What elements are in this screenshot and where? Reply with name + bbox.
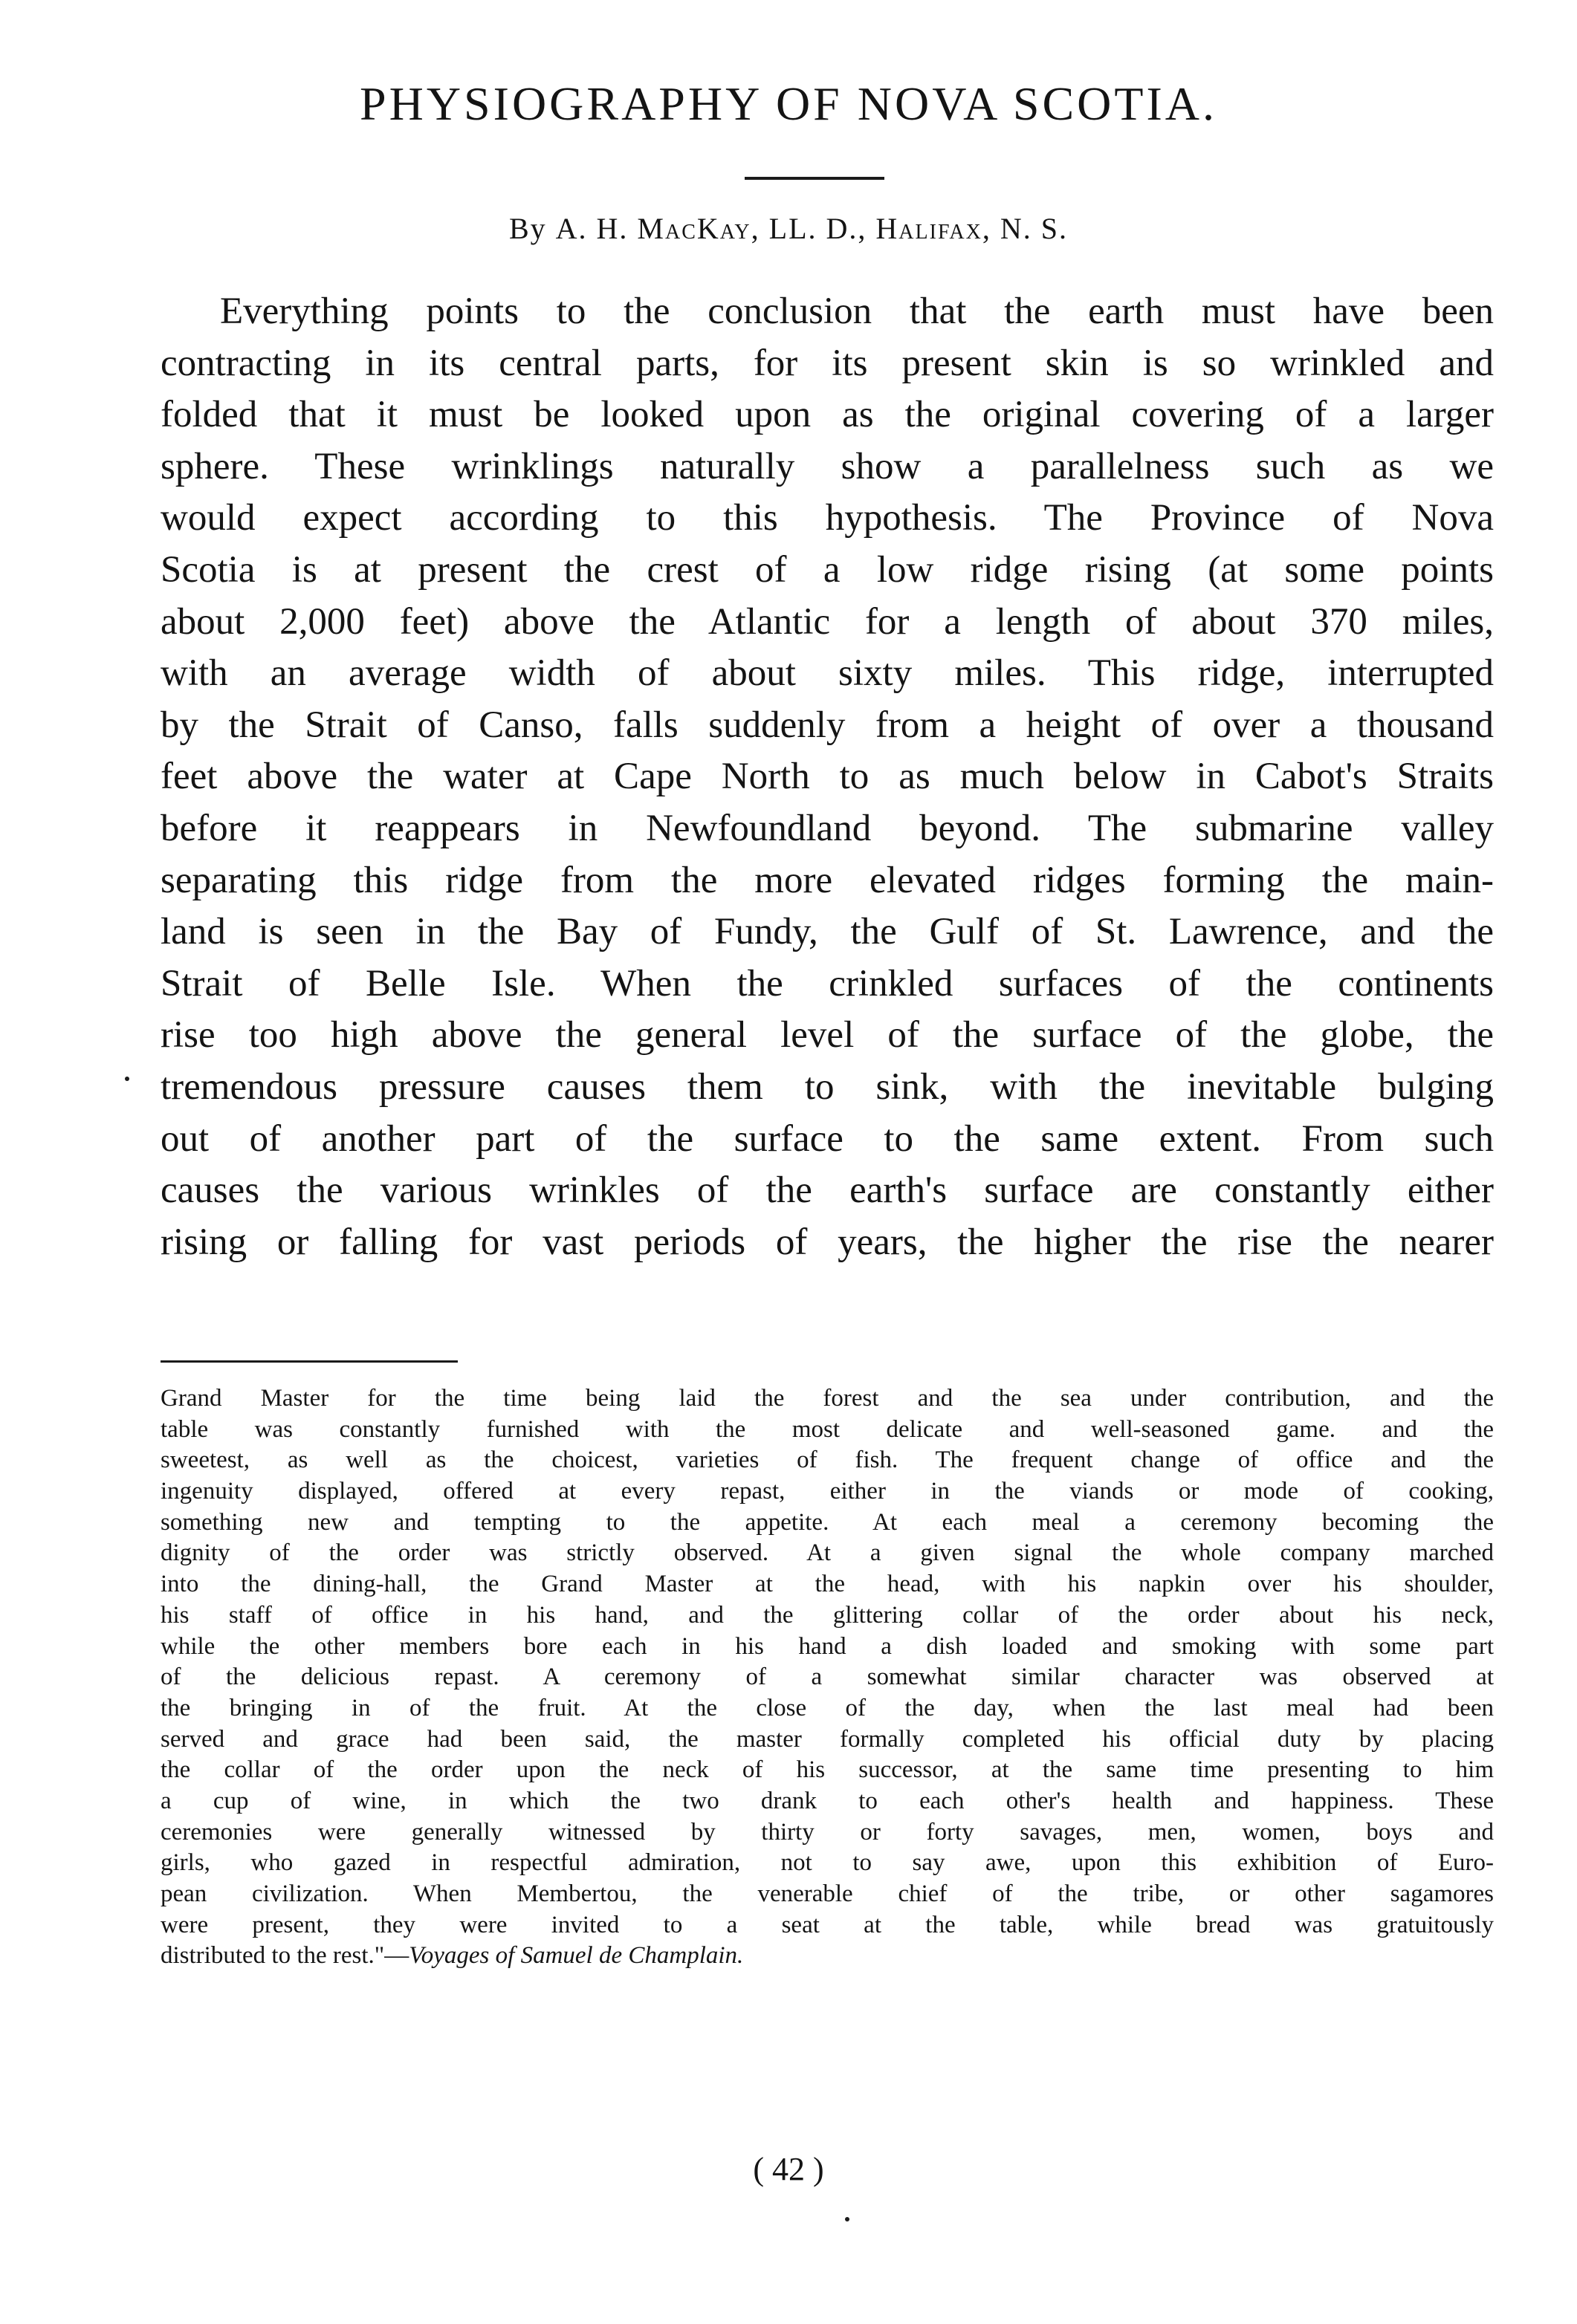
footnote-line: table was constantly furnished with the most delicate and well-seasoned game. and the — [161, 1415, 1494, 1443]
footnote-line: his staff of office in his hand, and the glittering collar of the order about his neck, — [161, 1601, 1494, 1629]
body-line: before it reappears in Newfoundland beyond. The submarine valley — [161, 807, 1494, 849]
title-divider — [745, 177, 884, 180]
body-line: separating this ridge from the more elevated ridges forming the main- — [161, 859, 1494, 901]
body-line: by the Strait of Canso, falls suddenly from a height of over a thousand — [161, 704, 1494, 746]
bottom-speck — [845, 2217, 849, 2221]
footnote-divider — [161, 1360, 458, 1363]
footnote-line: dignity of the order was strictly observed. At a given signal the whole company marched — [161, 1539, 1494, 1567]
body-line: Everything points to the conclusion that the earth must have been — [220, 290, 1494, 332]
body-line: land is seen in the Bay of Fundy, the Gulf of St. Lawrence, and the — [161, 911, 1494, 953]
footnote-line: pean civilization. When Membertou, the venerable chief of the tribe, or other sagamores — [161, 1880, 1494, 1907]
body-line: sphere. These wrinklings naturally show a parallelness such as we — [161, 445, 1494, 487]
body-text — [161, 286, 1494, 1268]
footnote-closing-text: distributed to the rest."— — [161, 1942, 409, 1970]
footnote-line: served and grace had been said, the master formally completed his official duty by placing — [161, 1725, 1494, 1753]
footnote-source: Voyages of Samuel de Champlain. — [409, 1942, 744, 1970]
body-line: would expect according to this hypothesis. The Province of Nova — [161, 497, 1494, 539]
body-line: with an average width of about sixty miles. This ridge, interrupted — [161, 652, 1494, 695]
footnote-line: Grand Master for the time being laid the forest and the sea under contribution, and the — [161, 1385, 1494, 1412]
footnote-line: the collar of the order upon the neck of his successor, at the same time presenting to him — [161, 1756, 1494, 1784]
footnote-line: something new and tempting to the appetite. At each meal a ceremony becoming the — [161, 1508, 1494, 1536]
footnote-line: a cup of wine, in which the two drank to each other's health and happiness. These — [161, 1787, 1494, 1814]
body-line: contracting in its central parts, for its present skin is so wrinkled and — [161, 342, 1494, 384]
footnote-line: while the other members bore each in his hand a dish loaded and smoking with some part — [161, 1632, 1494, 1660]
body-line: about 2,000 feet) above the Atlantic for a length of about 370 miles, — [161, 600, 1494, 643]
footnote-line: of the delicious repast. A ceremony of a somewhat similar character was observed at — [161, 1664, 1494, 1691]
body-line: feet above the water at Cape North to as much below in Cabot's Straits — [161, 756, 1494, 798]
footnote-line: sweetest, as well as the choicest, varieties of fish. The frequent change of office and the — [161, 1447, 1494, 1474]
page-title: PHYSIOGRAPHY OF NOVA SCOTIA. — [360, 77, 1217, 130]
body-line: folded that it must be looked upon as the original covering of a larger — [161, 394, 1494, 436]
footnote — [161, 1383, 1494, 1972]
byline-prefix: By — [508, 212, 556, 245]
footnote-line: into the dining-hall, the Grand Master at the head, with his napkin over his shoulder, — [161, 1571, 1494, 1598]
byline-author: A. H. MacKay, LL. D., Halifax, N. S. — [555, 212, 1069, 245]
body-line: Strait of Belle Isle. When the crinkled surfaces of the continents — [161, 962, 1494, 1004]
author-byline — [0, 214, 1577, 244]
footnote-line: ingenuity displayed, offered at every repast, either in the viands or mode of cooking, — [161, 1478, 1494, 1505]
footnote-line: girls, who gazed in respectful admiration, not to say awe, upon this exhibition of Euro- — [161, 1849, 1494, 1877]
body-line: causes the various wrinkles of the earth's surface are constantly either — [161, 1169, 1494, 1212]
footnote-line: were present, they were invited to a seat at the table, while bread was gratuitously — [161, 1911, 1494, 1938]
footnote-line: ceremonies were generally witnessed by thirty or forty savages, men, women, boys and — [161, 1818, 1494, 1846]
body-line: rising or falling for vast periods of years, the higher the rise the nearer — [161, 1221, 1494, 1263]
body-line: rise too high above the general level of the surface of the globe, the — [161, 1014, 1494, 1056]
footnote-line: the bringing in of the fruit. At the close of the day, when the last meal had been — [161, 1694, 1494, 1721]
page-number: ( 42 ) — [753, 2151, 824, 2187]
footnote-last-line — [161, 1941, 1494, 1972]
body-line: Scotia is at present the crest of a low ridge rising (at some points — [161, 548, 1494, 591]
margin-speck — [125, 1077, 129, 1081]
body-line: tremendous pressure causes them to sink, with the inevitable bulging — [161, 1065, 1494, 1108]
body-line: out of another part of the surface to the same extent. From such — [161, 1117, 1494, 1160]
